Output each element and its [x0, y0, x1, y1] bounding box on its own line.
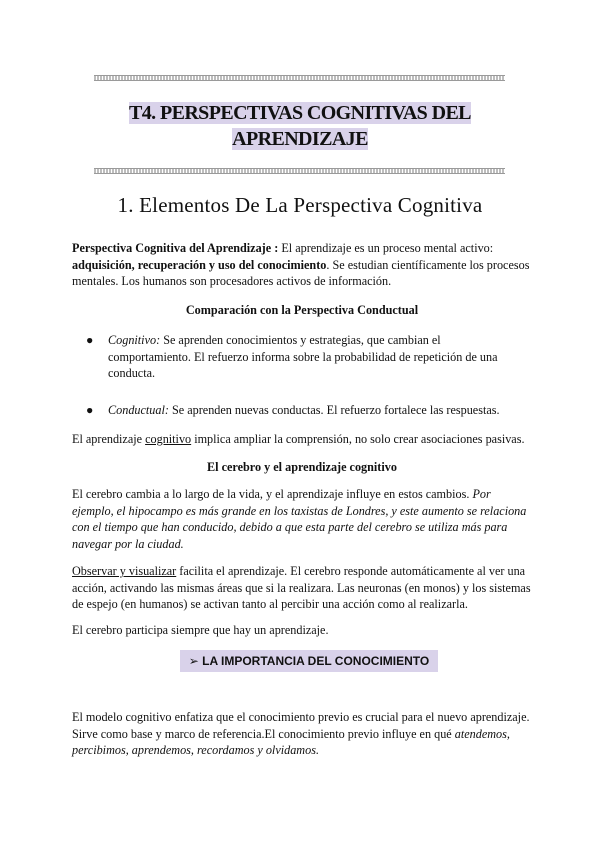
knowledge-text: El modelo cognitivo enfatiza que el conocimiento previo es crucial para el nuevo aprendizaje. Sirve como base y marco de referencia.El conocimiento previo influye en qué — [72, 710, 530, 741]
intro-text-1: El aprendizaje es un proceso mental activo: — [278, 241, 494, 255]
brain-p2-underlined: Observar y visualizar — [72, 564, 177, 578]
knowledge-italic: atendemos, percibimos, aprendemos, recordamos y olvidamos. — [72, 726, 510, 757]
brain-p1-plain: El cerebro cambia a lo largo de la vida, y el aprendizaje influye en estos cambios. — [72, 487, 473, 501]
title-line-1: T4. PERSPECTIVAS COGNITIVAS DEL — [129, 102, 471, 124]
bullet-icon: ● — [86, 333, 94, 347]
conclusion-pre: El aprendizaje — [72, 432, 146, 446]
item-label: Cognitivo: — [108, 333, 161, 347]
conclusion-post: implica ampliar la comprensión, no solo crear asociaciones pasivas. — [191, 432, 525, 446]
intro-text-2: . Se estudian científicamente los procesos mentales. Los humanos son procesadores activos de información. — [72, 257, 530, 288]
knowledge-heading — [180, 650, 438, 672]
knowledge-paragraph — [72, 709, 532, 759]
item-label: Conductual: — [108, 403, 169, 417]
top-separator — [94, 75, 505, 81]
bullet-icon: ● — [86, 403, 94, 417]
intro-bold-phrase: adquisición, recuperación y uso del conocimiento — [72, 257, 327, 272]
list-item-conductual — [86, 402, 526, 419]
brain-p1-example: Por ejemplo, el hipocampo es más grande en los taxistas de Londres, y este aumento se relaciona con el tiempo que han conducido, debido a que esta parte del cerebro se utiliza más para navegar por la ciudad. — [72, 487, 527, 551]
brain-paragraph-1 — [72, 486, 532, 552]
document-title — [0, 100, 600, 152]
comparison-heading: Comparación con la Perspectiva Conductual — [185, 303, 419, 317]
intro-paragraph — [72, 240, 532, 290]
intro-term: Perspectiva Cognitiva del Aprendizaje : — [72, 241, 279, 255]
brain-p2-text: facilita el aprendizaje. El cerebro responde automáticamente al ver una acción, activando las mismas áreas que si la realizara. Las neuronas (en monos) y los sistemas de espejo (en humanos) se activan tanto al percibir una acción como al realizarla. — [72, 564, 531, 611]
title-line-2: APRENDIZAJE — [232, 128, 368, 150]
arrow-icon: ➢ — [188, 654, 199, 668]
brain-heading: El cerebro y el aprendizaje cognitivo — [207, 460, 397, 474]
bottom-separator — [94, 168, 505, 174]
brain-paragraph-3: El cerebro participa siempre que hay un aprendizaje. — [72, 623, 329, 637]
section-heading: 1. Elementos De La Perspectiva Cognitiva — [117, 193, 483, 217]
list-item-cognitivo — [86, 332, 526, 382]
comparison-conclusion — [72, 431, 532, 448]
conclusion-underlined: cognitivo — [145, 432, 192, 446]
item-text: Se aprenden conocimientos y estrategias, que cambian el comportamiento. El refuerzo informa sobre la probabilidad de repetición de una conducta. — [108, 333, 498, 380]
item-text: Se aprenden nuevas conductas. El refuerzo fortalece las respuestas. — [168, 403, 500, 417]
brain-paragraph-2 — [72, 563, 532, 613]
knowledge-heading-text: LA IMPORTANCIA DEL CONOCIMIENTO — [198, 654, 430, 668]
